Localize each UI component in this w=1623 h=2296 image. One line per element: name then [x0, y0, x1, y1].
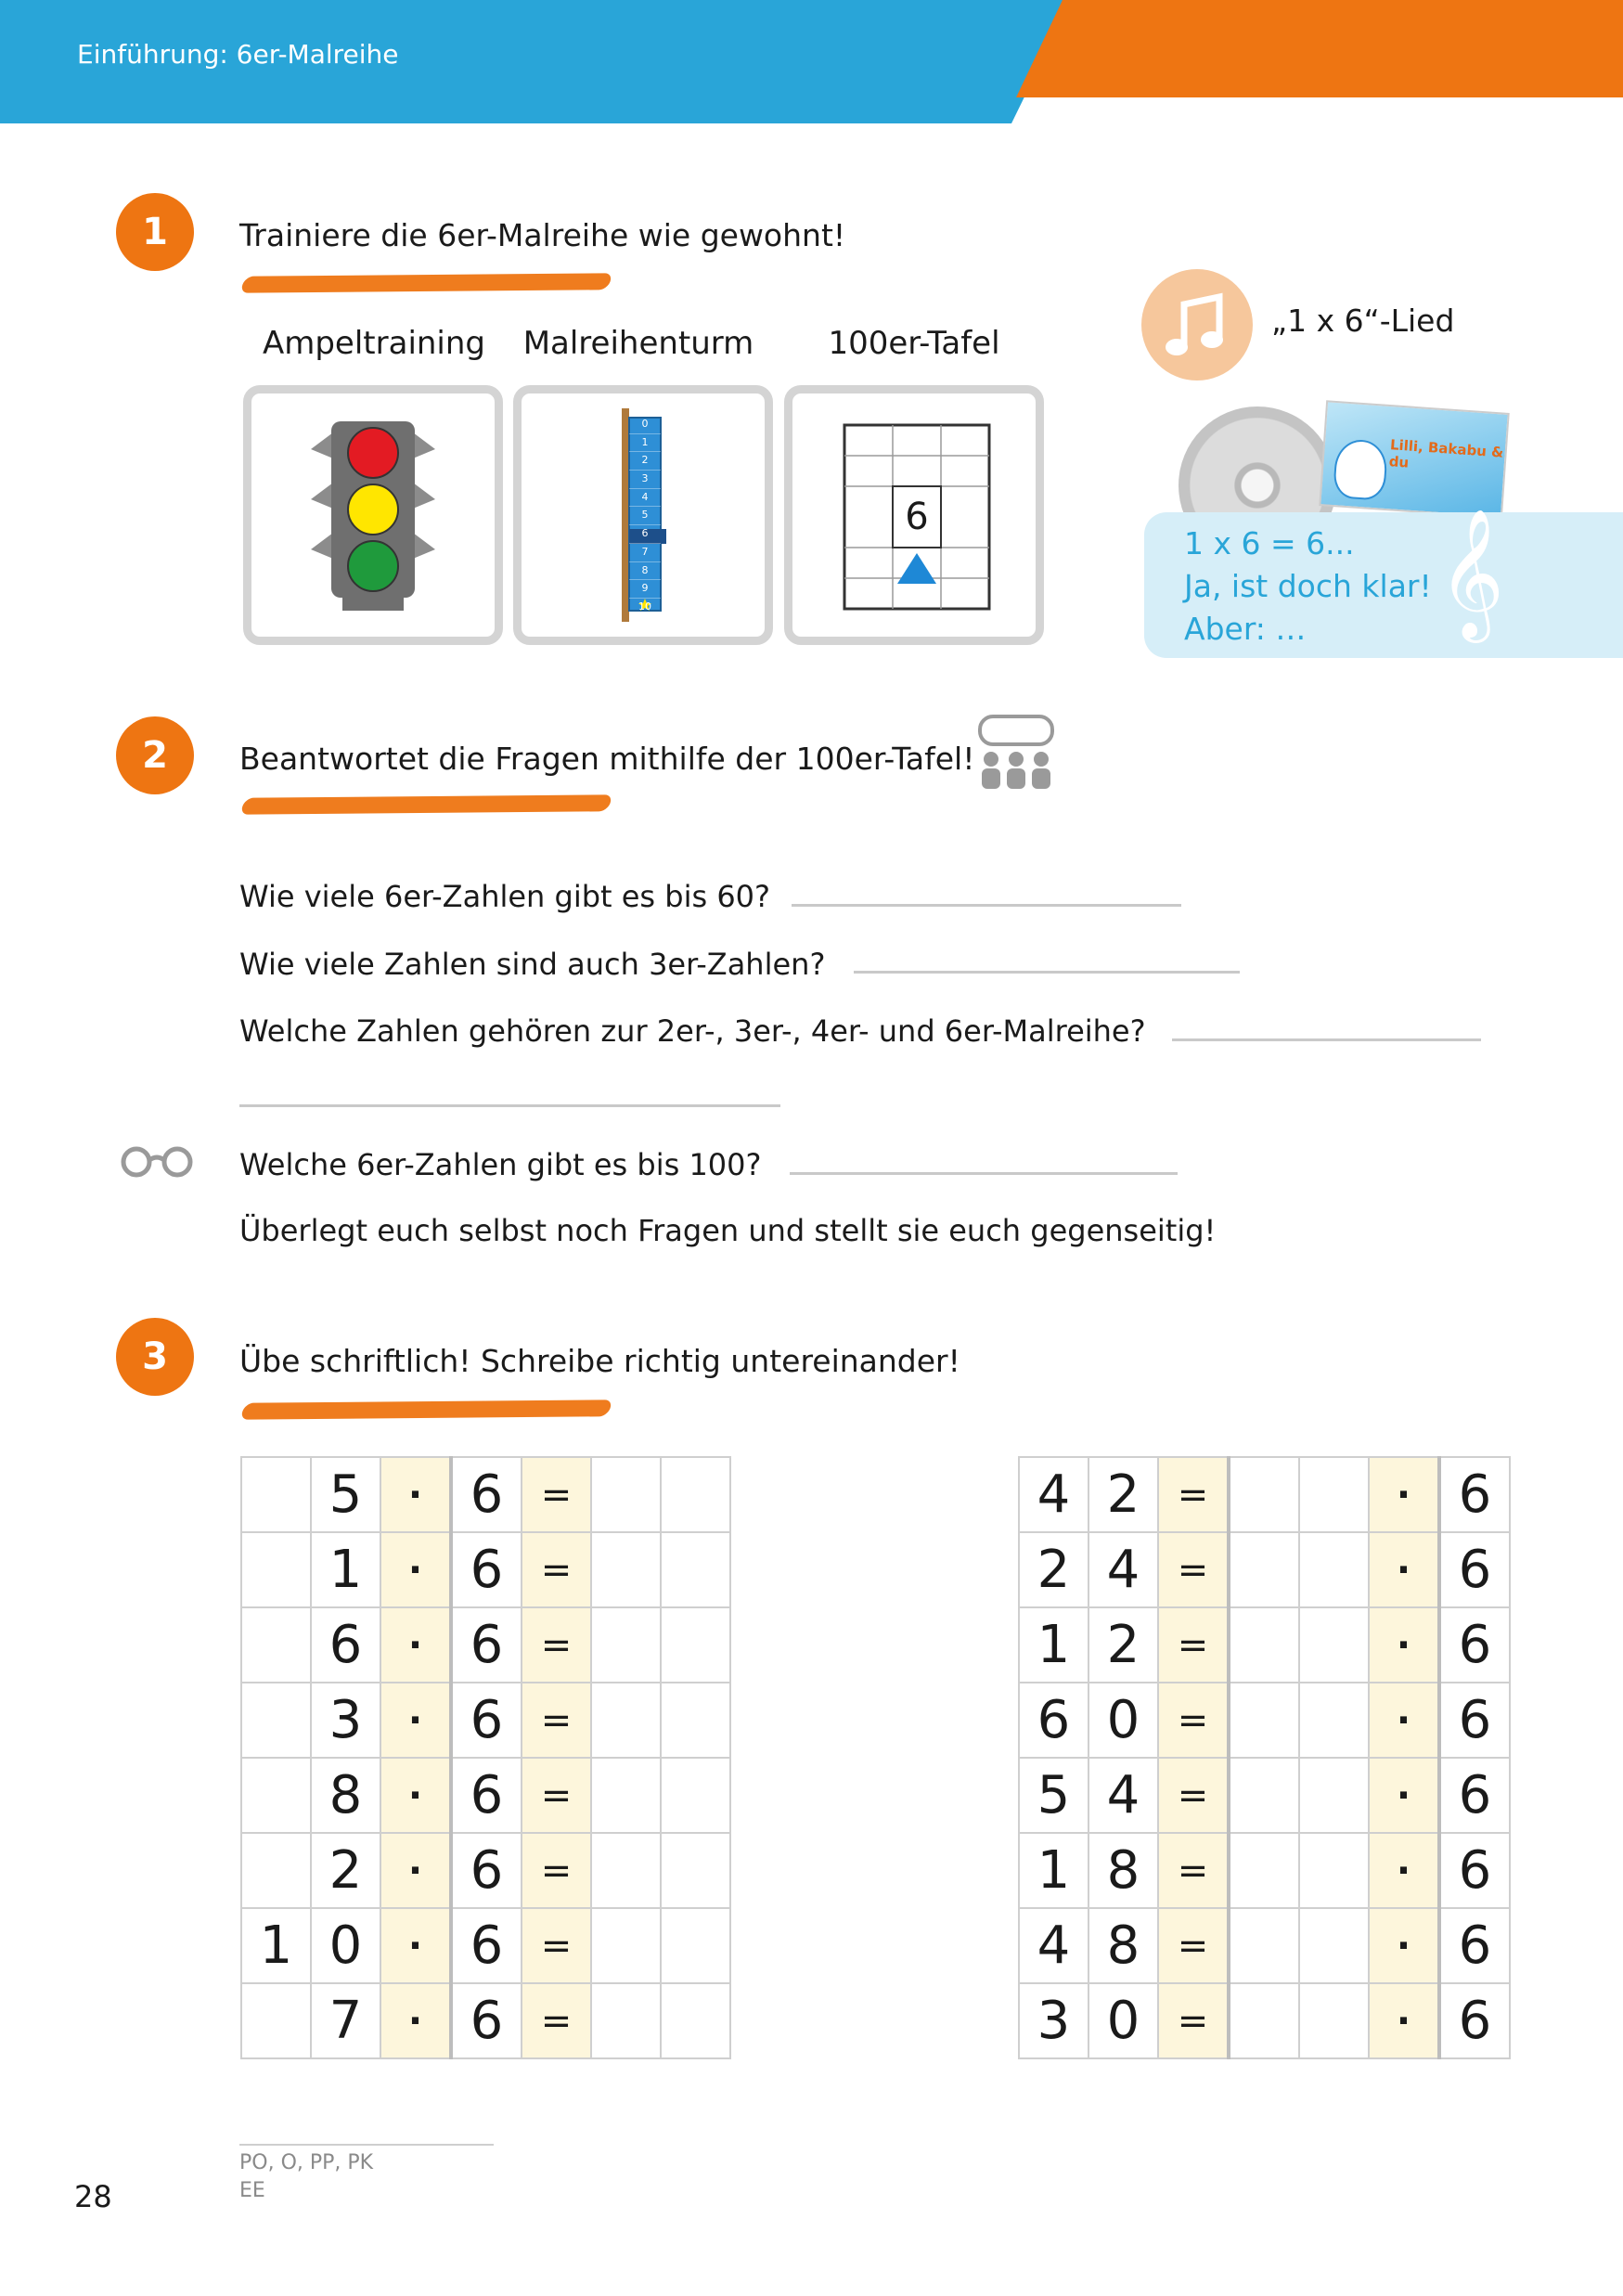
answer-cell[interactable] — [1299, 1758, 1369, 1833]
grid-cell: 0 — [1088, 1683, 1158, 1758]
task-number-badge: 3 — [116, 1318, 194, 1396]
grid-row — [241, 1532, 730, 1607]
grid-cell: = — [1158, 1983, 1229, 2058]
question-text: Wie viele Zahlen sind auch 3er-Zahlen? — [239, 947, 826, 982]
grid-cell: = — [1158, 1532, 1229, 1607]
answer-cell[interactable] — [241, 1457, 311, 1532]
answer-line[interactable] — [854, 971, 1240, 974]
answer-cell[interactable] — [1229, 1908, 1299, 1983]
answer-cell[interactable] — [591, 1532, 661, 1607]
footer-rule — [239, 2144, 494, 2146]
tower-number: 0 — [629, 416, 661, 434]
grid-cell: 6 — [451, 1983, 522, 2058]
group-discussion-icon — [974, 713, 1058, 796]
tafel-number: 6 — [905, 496, 929, 538]
discussion-prompt: Überlegt euch selbst noch Fragen und stellt sie euch gegenseitig! — [239, 1213, 1217, 1248]
grid-row — [1019, 1983, 1510, 2058]
grid-cell: = — [1158, 1457, 1229, 1532]
grid-cell: = — [522, 1607, 591, 1683]
exercise-grid-left — [240, 1456, 731, 2059]
answer-cell[interactable] — [1299, 1983, 1369, 2058]
grid-cell: 4 — [1019, 1457, 1088, 1532]
answer-cell[interactable] — [1229, 1758, 1299, 1833]
answer-cell[interactable] — [591, 1607, 661, 1683]
answer-cell[interactable] — [1229, 1683, 1299, 1758]
grid-cell: 6 — [451, 1607, 522, 1683]
grid-cell: = — [1158, 1758, 1229, 1833]
question-text: Wie viele 6er-Zahlen gibt es bis 60? — [239, 879, 771, 914]
question-text: Welche 6er-Zahlen gibt es bis 100? — [239, 1147, 762, 1182]
grid-cell: 8 — [1088, 1908, 1158, 1983]
grid-cell: 6 — [1439, 1457, 1510, 1532]
answer-cell[interactable] — [661, 1833, 730, 1908]
grid-cell: 6 — [1439, 1758, 1510, 1833]
grid-row — [1019, 1758, 1510, 1833]
grid-row — [1019, 1683, 1510, 1758]
song-title: „1 x 6“-Lied — [1271, 303, 1455, 339]
grid-cell: 5 — [1019, 1758, 1088, 1833]
grid-cell: · — [1369, 1457, 1439, 1532]
grid-cell: 2 — [1019, 1532, 1088, 1607]
answer-cell[interactable] — [661, 1532, 730, 1607]
tower-number: 2 — [629, 452, 661, 471]
grid-row — [241, 1833, 730, 1908]
grid-cell: · — [1369, 1607, 1439, 1683]
answer-cell[interactable] — [661, 1758, 730, 1833]
grid-cell: 3 — [1019, 1983, 1088, 2058]
page-number: 28 — [74, 2179, 112, 2214]
grid-row — [1019, 1833, 1510, 1908]
answer-cell[interactable] — [1299, 1833, 1369, 1908]
task-instruction: Übe schriftlich! Schreibe richtig untereinander! — [239, 1343, 960, 1379]
header-accent — [1016, 0, 1623, 97]
competency-codes: EE — [239, 2179, 265, 2202]
cd-title: Lilli, Bakabu & du — [1388, 436, 1504, 471]
grid-cell: 6 — [1439, 1532, 1510, 1607]
treble-clef-icon: 𝄞 — [1438, 509, 1504, 638]
grid-cell: · — [380, 1532, 451, 1607]
underline-brush — [239, 794, 613, 814]
task-number-badge: 1 — [116, 193, 194, 271]
grid-cell: 6 — [1439, 1908, 1510, 1983]
tower-number-list — [629, 416, 661, 617]
grid-cell: 6 — [451, 1683, 522, 1758]
grid-row — [241, 1457, 730, 1532]
grid-row — [1019, 1607, 1510, 1683]
grid-cell: = — [1158, 1683, 1229, 1758]
song-line: Aber: … — [1184, 611, 1307, 647]
grid-cell: · — [380, 1833, 451, 1908]
answer-cell[interactable] — [591, 1457, 661, 1532]
answer-cell[interactable] — [591, 1833, 661, 1908]
grid-cell: 5 — [311, 1457, 380, 1532]
answer-cell[interactable] — [591, 1983, 661, 2058]
grid-row — [241, 1908, 730, 1983]
grid-cell: 6 — [451, 1833, 522, 1908]
grid-cell: 8 — [311, 1758, 380, 1833]
grid-cell: · — [1369, 1532, 1439, 1607]
grid-row — [241, 1758, 730, 1833]
task-number-badge: 2 — [116, 716, 194, 794]
traffic-light-icon — [251, 393, 495, 637]
grid-row — [241, 1983, 730, 2058]
grid-row — [1019, 1457, 1510, 1532]
grid-cell: 1 — [241, 1908, 311, 1983]
cd-mascot — [1333, 438, 1388, 501]
grid-cell: · — [1369, 1758, 1439, 1833]
task-instruction: Beantwortet die Fragen mithilfe der 100er-Tafel! — [239, 741, 975, 777]
answer-cell[interactable] — [661, 1607, 730, 1683]
grid-cell: · — [380, 1983, 451, 2058]
grid-cell: 1 — [311, 1532, 380, 1607]
task-instruction: Trainiere die 6er-Malreihe wie gewohnt! — [239, 217, 846, 253]
grid-cell: 6 — [1439, 1833, 1510, 1908]
tool-label-turm: Malreihenturm — [522, 325, 754, 362]
answer-cell[interactable] — [241, 1607, 311, 1683]
answer-cell[interactable] — [241, 1683, 311, 1758]
answer-cell[interactable] — [241, 1758, 311, 1833]
grid-cell: 0 — [1088, 1983, 1158, 2058]
grid-cell: = — [522, 1532, 591, 1607]
grid-cell: · — [1369, 1833, 1439, 1908]
answer-cell[interactable] — [661, 1983, 730, 2058]
grid-cell: 6 — [1439, 1607, 1510, 1683]
answer-cell[interactable] — [1229, 1833, 1299, 1908]
grid-cell: 1 — [1019, 1833, 1088, 1908]
answer-cell[interactable] — [661, 1683, 730, 1758]
grid-cell: 3 — [311, 1683, 380, 1758]
answer-cell[interactable] — [241, 1532, 311, 1607]
answer-cell[interactable] — [1299, 1683, 1369, 1758]
grid-cell: · — [380, 1683, 451, 1758]
grid-cell: · — [380, 1457, 451, 1532]
grid-cell: · — [380, 1607, 451, 1683]
song-line: 1 x 6 = 6... — [1184, 525, 1355, 561]
grid-cell: 4 — [1088, 1758, 1158, 1833]
grid-cell: 6 — [451, 1532, 522, 1607]
answer-line[interactable] — [790, 1172, 1178, 1175]
grid-cell: 1 — [1019, 1607, 1088, 1683]
grid-cell: = — [522, 1758, 591, 1833]
answer-cell[interactable] — [661, 1908, 730, 1983]
tower-number: 3 — [629, 471, 661, 489]
grid-row — [1019, 1532, 1510, 1607]
tower-number: 7 — [629, 544, 661, 562]
grid-cell: = — [522, 1833, 591, 1908]
answer-cell[interactable] — [1299, 1457, 1369, 1532]
answer-cell[interactable] — [661, 1457, 730, 1532]
music-note-icon — [1141, 269, 1253, 381]
tool-label-tafel: 100er-Tafel — [828, 325, 1000, 362]
grid-cell: = — [522, 1457, 591, 1532]
grid-cell: 7 — [311, 1983, 380, 2058]
ampel-frame — [243, 385, 503, 645]
answer-cell[interactable] — [1229, 1983, 1299, 2058]
answer-cell[interactable] — [1299, 1908, 1369, 1983]
grid-cell: 6 — [1019, 1683, 1088, 1758]
grid-row — [1019, 1908, 1510, 1983]
answer-cell[interactable] — [1229, 1532, 1299, 1607]
grid-cell: · — [1369, 1683, 1439, 1758]
grid-cell: 2 — [311, 1833, 380, 1908]
exercise-grid-right — [1018, 1456, 1511, 2059]
tower-number: 1 — [629, 434, 661, 453]
tower-number: 10 — [629, 599, 661, 617]
answer-cell[interactable] — [1299, 1532, 1369, 1607]
grid-cell: 6 — [311, 1607, 380, 1683]
answer-line[interactable] — [1172, 1038, 1481, 1041]
grid-cell: 6 — [1439, 1983, 1510, 2058]
grid-cell: · — [380, 1908, 451, 1983]
answer-line[interactable] — [239, 1104, 780, 1107]
answer-cell[interactable] — [591, 1758, 661, 1833]
grid-cell: 8 — [1088, 1833, 1158, 1908]
tafel-frame — [784, 385, 1044, 645]
competency-codes: PO, O, PP, PK — [239, 2151, 374, 2174]
glasses-icon — [118, 1143, 196, 1184]
grid-cell: 4 — [1019, 1908, 1088, 1983]
tower-number: 9 — [629, 580, 661, 599]
grid-cell: = — [1158, 1607, 1229, 1683]
grid-cell: = — [522, 1983, 591, 2058]
grid-cell: 4 — [1088, 1532, 1158, 1607]
grid-cell: · — [1369, 1983, 1439, 2058]
grid-cell: 6 — [451, 1758, 522, 1833]
grid-cell: = — [522, 1683, 591, 1758]
answer-cell[interactable] — [1229, 1607, 1299, 1683]
grid-row — [241, 1683, 730, 1758]
answer-cell[interactable] — [591, 1908, 661, 1983]
grid-cell: 6 — [451, 1908, 522, 1983]
tool-label-ampel: Ampeltraining — [262, 325, 486, 362]
answer-cell[interactable] — [241, 1983, 311, 2058]
grid-cell: = — [1158, 1833, 1229, 1908]
cd-cover — [1319, 400, 1509, 519]
tower-number: 8 — [629, 562, 661, 581]
underline-brush — [239, 273, 613, 292]
page-title: Einführung: 6er-Malreihe — [77, 39, 399, 70]
answer-cell[interactable] — [241, 1833, 311, 1908]
grid-cell: 0 — [311, 1908, 380, 1983]
question-text: Welche Zahlen gehören zur 2er-, 3er-, 4er- und 6er-Malreihe? — [239, 1013, 1146, 1049]
grid-cell: = — [1158, 1908, 1229, 1983]
grid-cell: · — [380, 1758, 451, 1833]
underline-brush — [239, 1400, 613, 1419]
answer-cell[interactable] — [1299, 1607, 1369, 1683]
grid-cell: 6 — [451, 1457, 522, 1532]
answer-cell[interactable] — [591, 1683, 661, 1758]
grid-cell: = — [522, 1908, 591, 1983]
tower-number: 4 — [629, 489, 661, 508]
grid-row — [241, 1607, 730, 1683]
grid-cell: 2 — [1088, 1607, 1158, 1683]
grid-cell: · — [1369, 1908, 1439, 1983]
song-line: Ja, ist doch klar! — [1184, 568, 1432, 604]
tower-number: 6 — [629, 525, 661, 544]
grid-cell: 2 — [1088, 1457, 1158, 1532]
grid-cell: 6 — [1439, 1683, 1510, 1758]
answer-line[interactable] — [792, 904, 1181, 907]
tower-number: 5 — [629, 507, 661, 525]
answer-cell[interactable] — [1229, 1457, 1299, 1532]
turm-frame — [513, 385, 773, 645]
